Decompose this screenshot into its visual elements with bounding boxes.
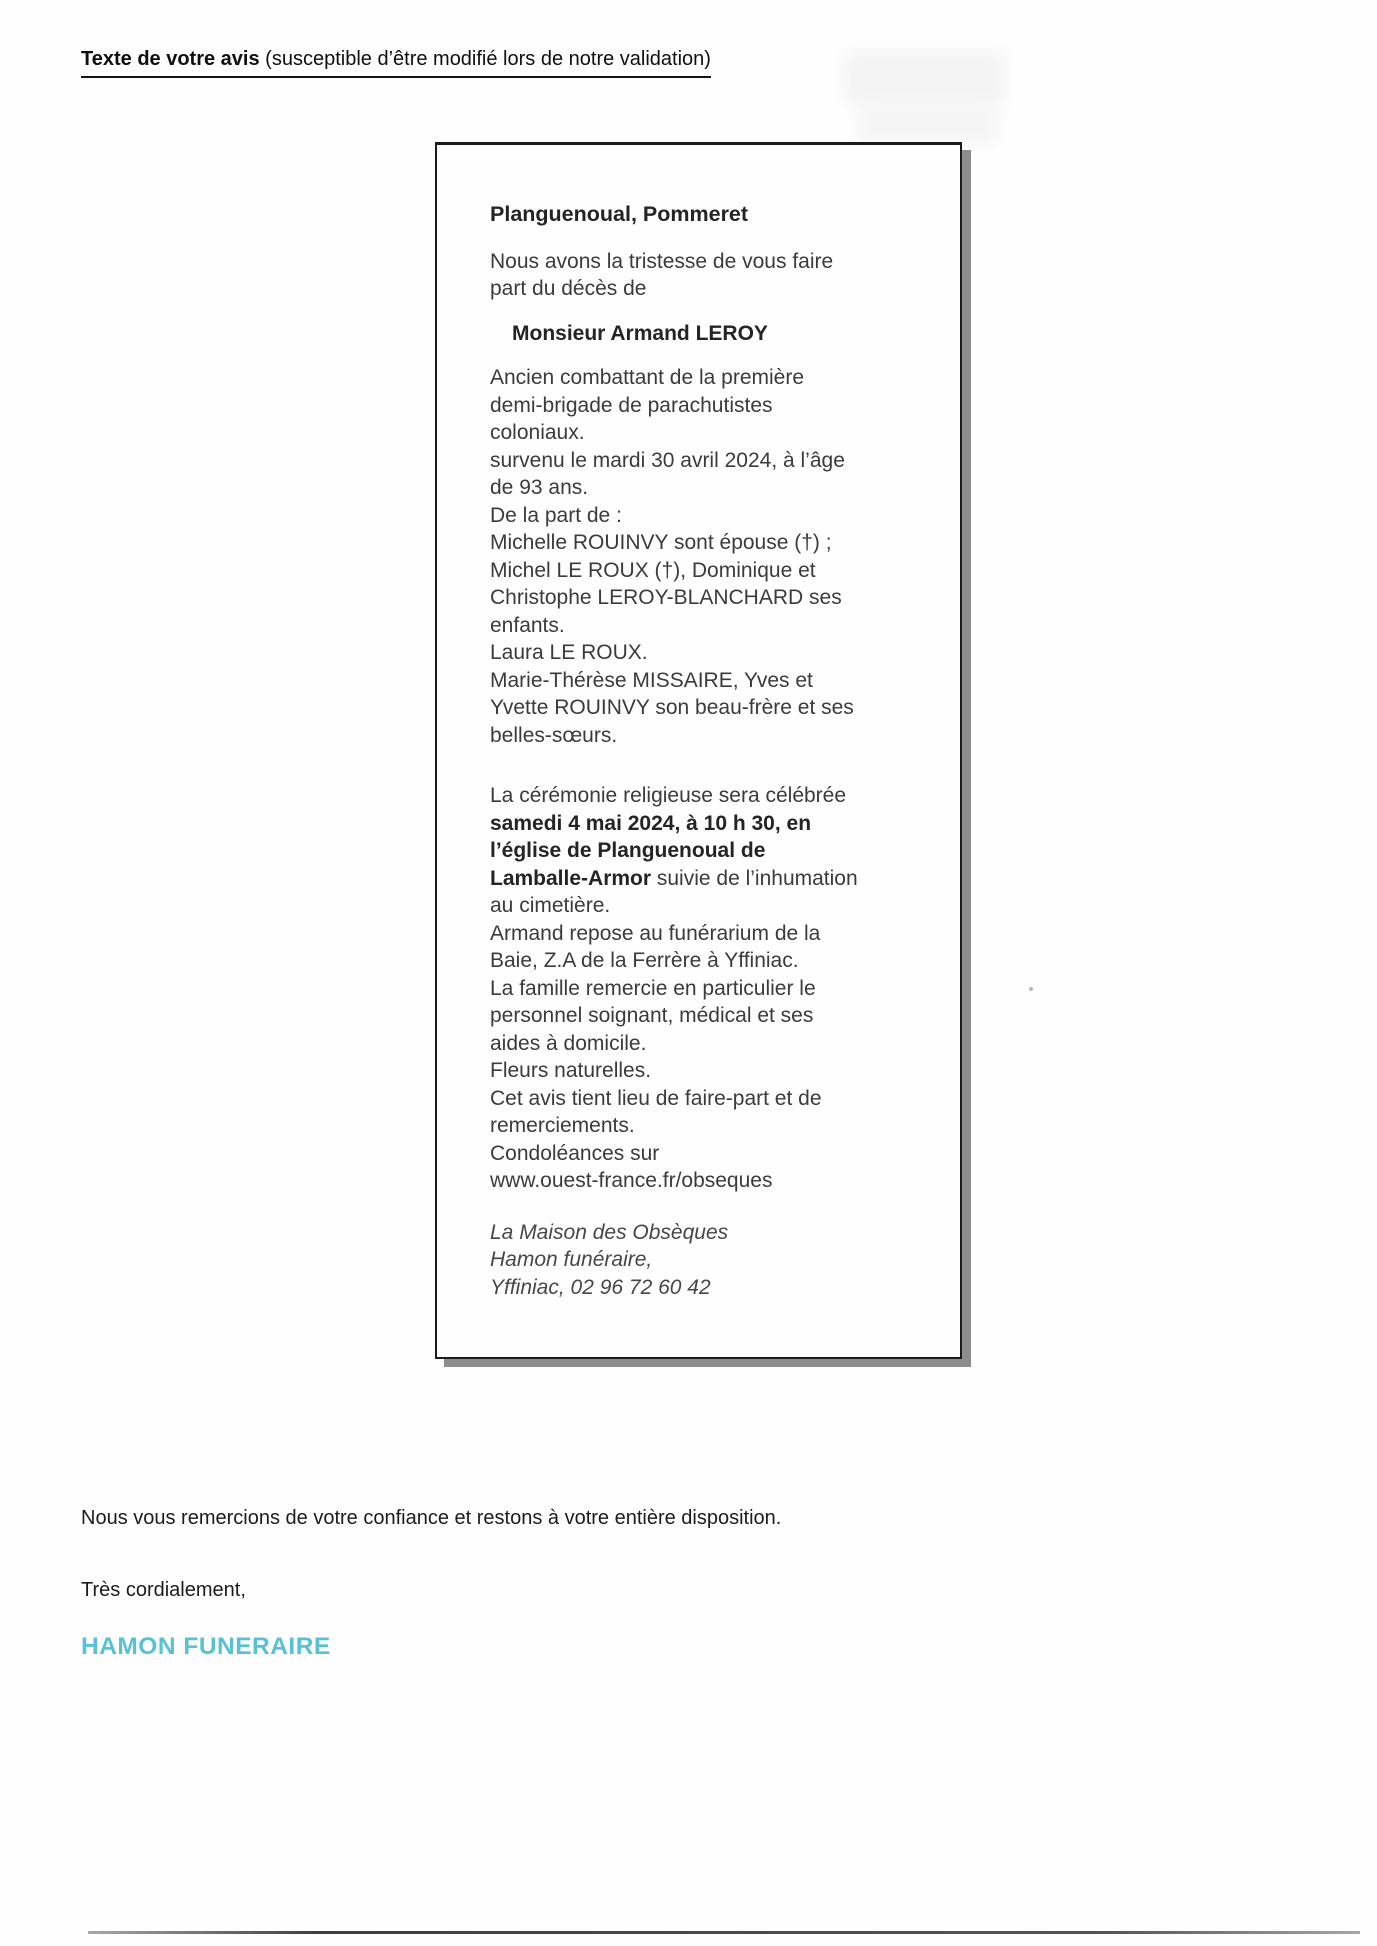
notice-line: Armand repose au funérarium de la [490,921,821,945]
notice-line: Hamon funéraire, [490,1248,653,1271]
notice-line: samedi 4 mai 2024, à 10 h 30, en [490,811,812,835]
notice-line: enfants. [490,613,565,637]
scan-bottom-edge-line [88,1931,1360,1934]
company-signature: HAMON FUNERAIRE [81,1633,331,1660]
notice-line: Michelle ROUINVY sont épouse (†) ; [490,531,832,554]
notice-line: La Maison des Obsèques [490,1220,729,1244]
notice-line: www.ouest-france.fr/obseques [490,1169,773,1192]
notice-text-header [81,46,711,78]
header-label-rest: (susceptible d’être modifié lors de notre validation) [259,48,711,70]
notice-line: Marie-Thérèse MISSAIRE, Yves et [490,668,813,692]
notice-lines [437,145,960,1301]
scan-artifact-dot [1029,987,1033,991]
footer-closing: Très cordialement, [81,1579,246,1601]
notice-line: coloniaux. [490,421,585,444]
notice-gap [490,347,932,364]
notice-line: belles-sœurs. [490,723,618,747]
notice-line: Yvette ROUINVY son beau-frère et ses [490,696,854,719]
notice-line: Laura LE ROUX. [490,641,648,664]
obituary-card [435,142,962,1359]
notice-line: Lamballe-Armor suivie de l’inhumation [490,866,858,890]
notice-line: remerciements. [490,1114,635,1137]
notice-gap [490,303,932,320]
notice-line: Michel LE ROUX (†), Dominique et [490,558,816,582]
notice-gap [490,1195,932,1219]
notice-line: Yffiniac, 02 96 72 60 42 [490,1275,711,1299]
notice-line: au cimetière. [490,894,611,917]
notice-line: demi-brigade de parachutistes [490,393,773,417]
notice-gap [490,749,932,782]
notice-line: Cet avis tient lieu de faire-part et de [490,1086,822,1110]
notice-line: l’église de Planguenoual de [490,839,766,862]
notice-line: de 93 ans. [490,476,589,499]
notice-line: Fleurs naturelles. [490,1059,652,1082]
scan-smudge [845,52,1005,104]
notice-line: survenu le mardi 30 avril 2024, à l’âge [490,448,845,472]
notice-line: Monsieur Armand LEROY [512,321,768,345]
notice-line: part du décès de [490,277,647,300]
notice-line: Christophe LEROY-BLANCHARD ses [490,586,842,609]
notice-line: Baie, Z.A de la Ferrère à Yffiniac. [490,949,799,972]
notice-line: De la part de : [490,503,622,527]
header-label-bold: Texte de votre avis [81,48,260,70]
scan-smudge [858,100,998,144]
notice-line: aides à domicile. [490,1031,647,1055]
notice-line: Nous avons la tristesse de vous faire [490,249,834,273]
footer-thanks: Nous vous remercions de votre confiance et restons à votre entière disposition. [81,1507,782,1529]
notice-line: Ancien combattant de la première [490,366,805,389]
notice-line: La cérémonie religieuse sera célébrée [490,784,847,807]
notice-line: La famille remercie en particulier le [490,976,816,1000]
notice-line: Planguenoual, Pommeret [490,202,749,226]
notice-line: personnel soignant, médical et ses [490,1004,814,1027]
notice-line: Condoléances sur [490,1141,660,1165]
